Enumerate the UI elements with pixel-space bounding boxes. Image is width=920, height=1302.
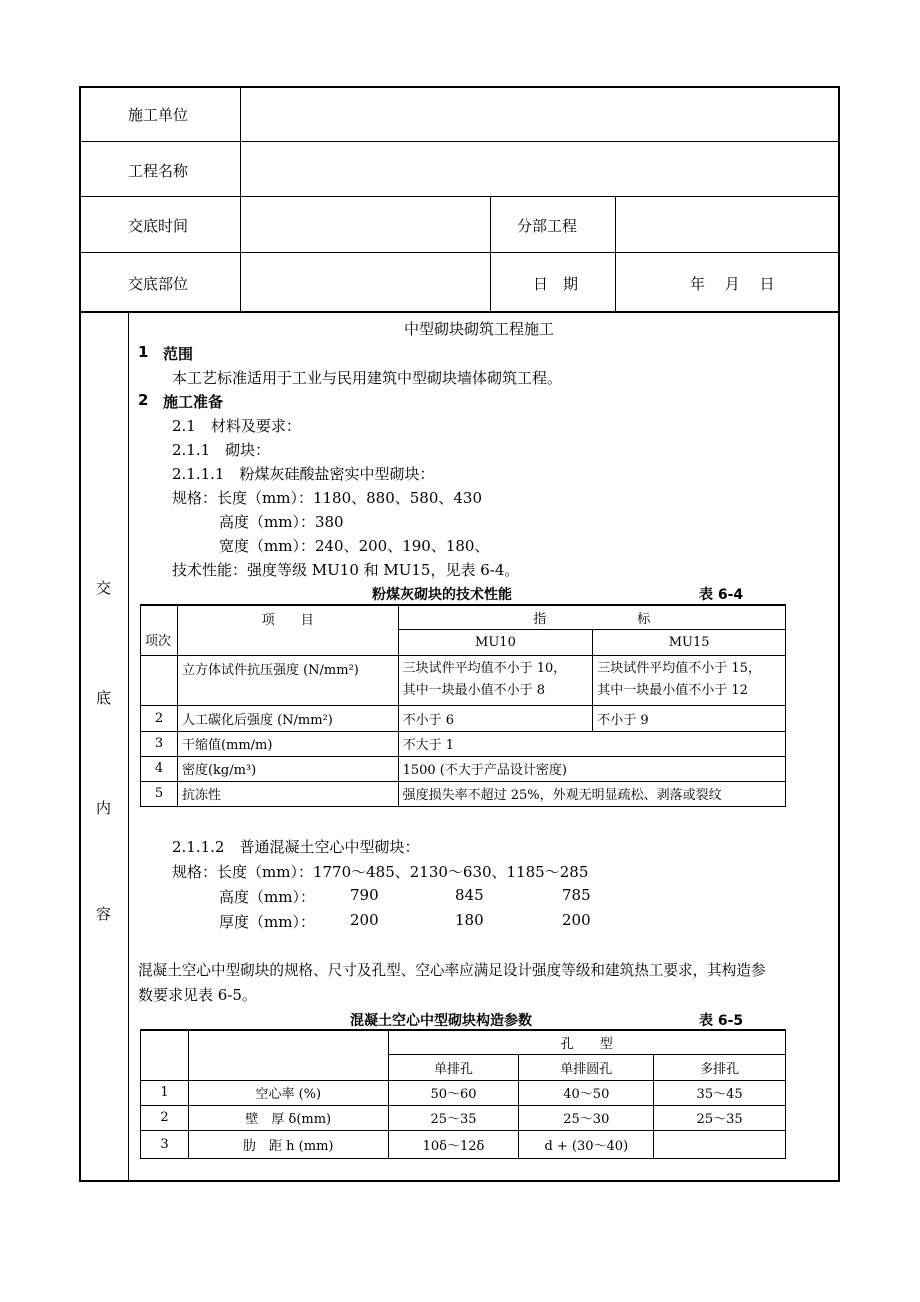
time-label: 交底时间 — [128, 217, 189, 235]
table-1-header-mu10: MU10 — [398, 629, 593, 655]
section-2-title: 施工准备 — [163, 393, 224, 411]
tech-performance: 技术性能：强度等级 MU10 和 MU15，见表 6-4。 — [172, 561, 520, 579]
table-2-header-single-row: 单排孔 — [388, 1054, 519, 1080]
table-2-cell-no: 2 — [141, 1105, 189, 1130]
mu15-line-1: 三块试件平均值不小于 15， — [597, 661, 761, 676]
table-row — [141, 731, 786, 756]
table-1-cell-no — [141, 655, 178, 705]
table-1-cell-merged: 强度损失率不超过 25%，外观无明显疏松、剥落或裂纹 — [398, 781, 785, 806]
unit-label: 施工单位 — [128, 106, 189, 124]
section-2-1-1-2: 2.1.1.2 普通混凝土空心中型砌块： — [172, 838, 420, 856]
section-2-number: 2 — [138, 391, 149, 409]
table-2-title: 混凝土空心中型砌块构造参数 — [350, 1013, 532, 1029]
location-label: 交底部位 — [128, 275, 189, 293]
table-2-header-blank — [188, 1030, 388, 1080]
side-label-char: 容 — [96, 905, 112, 923]
section-1-number: 1 — [138, 343, 149, 361]
spec2-height-label: 高度（mm）： — [219, 888, 315, 906]
table-1-header-index: 指 标 — [398, 605, 785, 629]
table-row — [141, 1105, 786, 1130]
spec2-length: 规格：长度（mm）：1770～485、2130～630、1185～285 — [172, 863, 589, 881]
section-1-title: 范围 — [163, 345, 194, 363]
table-2-cell-a: 50～60 — [388, 1080, 519, 1105]
table-1-cell-item: 密度(kg/m³) — [177, 756, 398, 781]
table-2-cell-b: d + (30～40) — [519, 1130, 654, 1158]
table-2-cell-a: 10δ～12δ — [388, 1130, 519, 1158]
table-row — [141, 781, 786, 806]
side-label-char: 内 — [96, 799, 112, 817]
table-row — [141, 655, 786, 705]
table-2-cell-c — [654, 1130, 786, 1158]
side-col-line — [128, 312, 129, 1181]
header-row-line — [80, 196, 839, 197]
table-1-cell-mu10 — [398, 655, 593, 705]
date-value: 年 月 日 — [690, 275, 775, 293]
table-1-header-mu15: MU15 — [593, 629, 786, 655]
table-2-header-multi-row: 多排孔 — [654, 1054, 786, 1080]
table-1-cell-item: 人工碳化后强度 (N/mm²) — [177, 705, 398, 731]
table-2-number: 表 6-5 — [699, 1013, 744, 1029]
table-2-cell-item: 肋 距 h (mm) — [188, 1130, 388, 1158]
section-2-1-1-1: 2.1.1.1 粉煤灰硅酸盐密实中型砌块： — [172, 465, 435, 483]
table-2-header-single-round: 单排圆孔 — [519, 1054, 654, 1080]
paragraph-line-1: 混凝土空心中型砌块的规格、尺寸及孔型、空心率应满足设计强度等级和建筑热工要求，其构造参 — [138, 962, 766, 979]
spec2-height-value: 790 — [350, 886, 379, 904]
table-1-cell-item: 抗冻性 — [177, 781, 398, 806]
side-label-char: 底 — [96, 689, 112, 707]
spec2-thickness-value: 200 — [562, 911, 591, 929]
table-2 — [140, 1029, 786, 1159]
spec-height: 高度（mm）：380 — [219, 513, 344, 531]
table-1-cell-merged: 不大于 1 — [398, 731, 785, 756]
section-2-1: 2.1 材料及要求： — [172, 417, 301, 435]
section-1-text: 本工艺标准适用于工业与民用建筑中型砌块墙体砌筑工程。 — [172, 369, 563, 387]
table-1-cell-merged: 1500 (不大于产品设计密度) — [398, 756, 785, 781]
header-col-line — [615, 197, 616, 312]
spec-length: 规格：长度（mm）：1180、880、580、430 — [172, 489, 483, 507]
mu15-line-2: 其中一块最小值不小于 12 — [597, 683, 748, 698]
table-1-cell-mu15 — [593, 655, 786, 705]
table-2-cell-no: 3 — [141, 1130, 189, 1158]
header-row-line — [80, 252, 839, 253]
table-1-cell-item: 立方体试件抗压强度 (N/mm²) — [177, 655, 398, 705]
table-2-cell-no: 1 — [141, 1080, 189, 1105]
table-2-header-blank — [141, 1030, 189, 1080]
table-2-cell-a: 25～35 — [388, 1105, 519, 1130]
mu10-line-1: 三块试件平均值不小于 10， — [402, 661, 567, 676]
table-1-header-item: 项 目 — [177, 605, 398, 655]
table-2-header-hole: 孔 型 — [388, 1030, 785, 1054]
spec2-height-value: 845 — [455, 886, 484, 904]
table-row — [141, 1130, 786, 1158]
spec2-thickness-label: 厚度（mm）： — [219, 913, 315, 931]
header-col-line — [490, 197, 491, 312]
side-label-char: 交 — [96, 579, 112, 597]
content-title: 中型砌块砌筑工程施工 — [404, 320, 555, 338]
section-2-1-1: 2.1.1 砌块： — [172, 441, 271, 459]
spec2-height-value: 785 — [562, 886, 591, 904]
project-label: 工程名称 — [128, 162, 189, 180]
table-1-title: 粉煤灰砌块的技术性能 — [372, 587, 512, 603]
table-1-cell-no: 5 — [141, 781, 178, 806]
table-1-cell-no: 2 — [141, 705, 178, 731]
table-row — [141, 705, 786, 731]
table-1-cell-mu15: 不小于 9 — [593, 705, 786, 731]
paragraph-line-2: 数要求见表 6-5。 — [138, 986, 257, 1004]
spec-width: 宽度（mm）：240、200、190、180、 — [219, 537, 490, 555]
table-2-cell-item: 壁 厚 δ(mm) — [188, 1105, 388, 1130]
table-2-cell-b: 25～30 — [519, 1105, 654, 1130]
table-2-cell-b: 40～50 — [519, 1080, 654, 1105]
spec2-thickness-value: 200 — [350, 911, 379, 929]
division-label: 分部工程 — [517, 217, 578, 235]
table-1-cell-no: 3 — [141, 731, 178, 756]
table-2-cell-c: 35～45 — [654, 1080, 786, 1105]
date-label: 日 期 — [533, 275, 579, 293]
table-row — [141, 756, 786, 781]
table-1-cell-mu10: 不小于 6 — [398, 705, 593, 731]
spec2-thickness-value: 180 — [455, 911, 484, 929]
mu10-line-2: 其中一块最小值不小于 8 — [402, 683, 545, 698]
table-2-cell-item: 空心率 (%) — [188, 1080, 388, 1105]
header-row-line — [80, 141, 839, 142]
table-1-cell-no: 4 — [141, 756, 178, 781]
table-1 — [140, 604, 786, 807]
header-bottom-line — [80, 311, 839, 313]
table-1-header-no: 项次 — [141, 605, 178, 655]
table-1-cell-item: 干缩值(mm/m) — [177, 731, 398, 756]
header-col-line — [240, 87, 241, 312]
table-row — [141, 1080, 786, 1105]
table-2-cell-c: 25～35 — [654, 1105, 786, 1130]
table-1-number: 表 6-4 — [699, 587, 744, 603]
